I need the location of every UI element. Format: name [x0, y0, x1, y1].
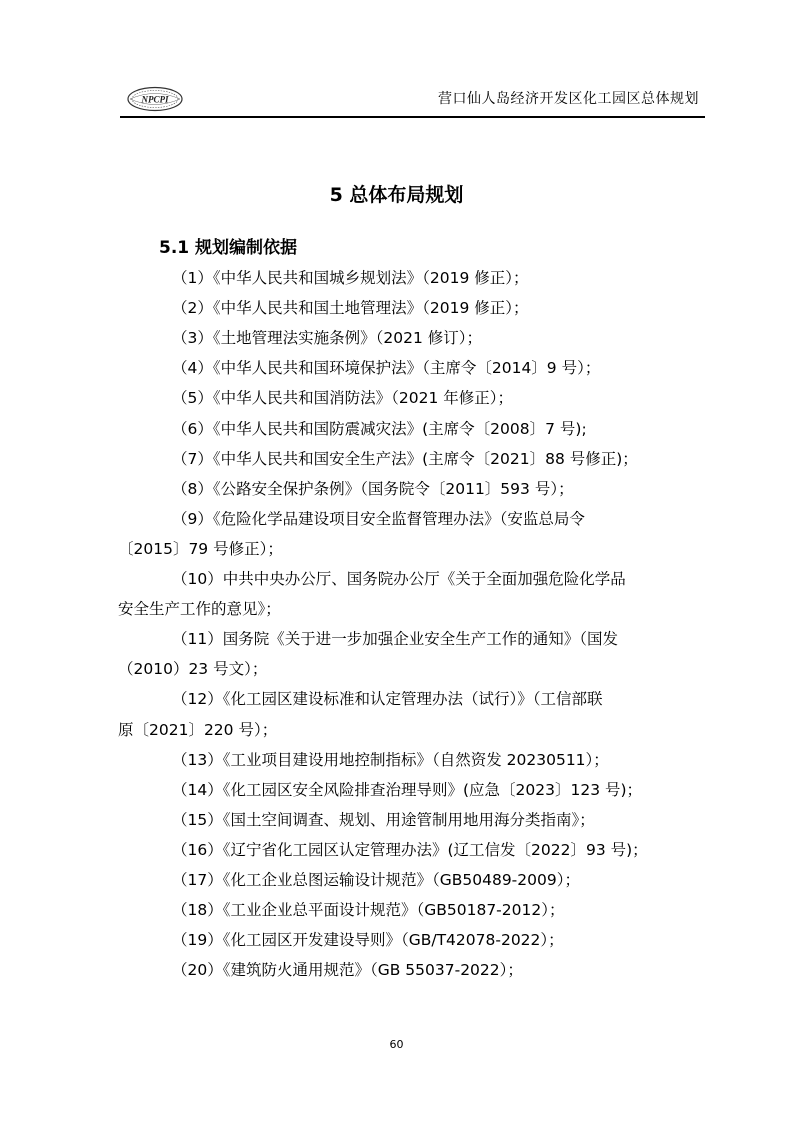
- reference-item: （10）中共中央办公厅、国务院办公厅《关于全面加强危险化学品: [172, 570, 626, 588]
- reference-item: （20）《建筑防火通用规范》（GB 55037-2022）；: [172, 961, 523, 980]
- reference-item: （2）《中华人民共和国土地管理法》（2019 修正）；: [172, 299, 529, 318]
- reference-item: （11）国务院《关于进一步加强企业安全生产工作的通知》（国发: [172, 630, 618, 649]
- reference-item: （17）《化工企业总图运输设计规范》（GB50489-2009）；: [172, 871, 580, 889]
- reference-item: （15）《国土空间调查、规划、用途管制用地用海分类指南》；: [172, 810, 595, 829]
- reference-item: （8）《公路安全保护条例》（国务院令〔2011〕593 号）；: [172, 479, 574, 498]
- reference-item: （13）《工业项目建设用地控制指标》（自然资发 20230511）；: [172, 750, 609, 769]
- reference-item: （14）《化工园区安全风险排查治理导则》(应急〔2023〕123 号)；: [172, 780, 643, 799]
- reference-item: （5）《中华人民共和国消防法》（2021 年修正）；: [172, 389, 513, 408]
- reference-item: （3）《土地管理法实施条例》（2021 修订）；: [172, 329, 482, 348]
- reference-item: （16）《辽宁省化工园区认定管理办法》(辽工信发〔2022〕93 号)；: [172, 840, 648, 859]
- reference-item: （7）《中华人民共和国安全生产法》(主席令〔2021〕88 号修正)；: [172, 449, 638, 468]
- page-number: 60: [389, 1038, 404, 1051]
- logo-text: NPCPI: [141, 94, 169, 105]
- reference-item-continuation: （2010）23 号文）；: [118, 660, 268, 679]
- reference-item-continuation: 安全生产工作的意见》；: [118, 600, 281, 619]
- reference-item: （1）《中华人民共和国城乡规划法》（2019 修正）；: [172, 269, 529, 287]
- npcpi-logo-icon: [126, 86, 184, 112]
- reference-item: （19）《化工园区开发建设导则》（GB/T42078-2022）；: [172, 931, 564, 950]
- document-title: 营口仙人岛经济开发区化工园区总体规划: [438, 91, 699, 107]
- chapter-title: 5 总体布局规划: [329, 184, 464, 206]
- reference-item: （12）《化工园区建设标准和认定管理办法（试行）》（工信部联: [172, 690, 603, 709]
- section-title: 5.1 规划编制依据: [159, 238, 298, 258]
- reference-item: （6）《中华人民共和国防震减灾法》(主席令〔2008〕7 号);: [172, 419, 587, 438]
- page-header: [120, 72, 705, 118]
- reference-item: （18）《工业企业总平面设计规范》（GB50187-2012）；: [172, 901, 565, 920]
- reference-item: （4）《中华人民共和国环境保护法》（主席令〔2014〕9 号）；: [172, 359, 601, 378]
- reference-item: （9）《危险化学品建设项目安全监督管理办法》（安监总局令: [172, 509, 585, 528]
- reference-item-continuation: 原〔2021〕220 号）；: [118, 720, 278, 739]
- reference-item-continuation: 〔2015〕79 号修正）；: [118, 539, 283, 558]
